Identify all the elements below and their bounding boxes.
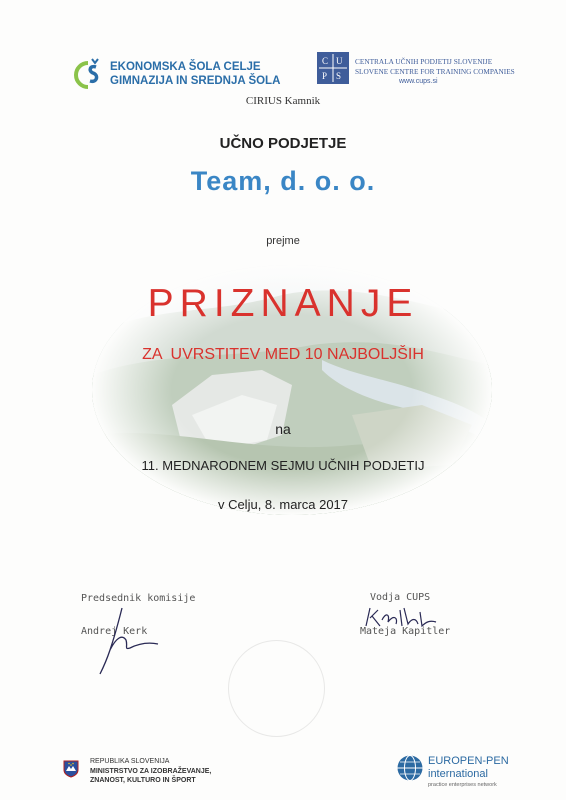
place-and-date: v Celju, 8. marca 2017 — [217, 497, 349, 512]
ministry-country: REPUBLIKA SLOVENIJA — [90, 758, 170, 765]
cups-url: www.cups.si — [399, 78, 438, 85]
ecs-logo-icon — [68, 55, 108, 95]
svg-text:S: S — [336, 71, 342, 81]
school-logo — [68, 55, 298, 95]
school-name: EKONOMSKA ŠOLA CELJE — [110, 61, 261, 73]
svg-text:C: C — [322, 56, 329, 66]
faded-stamp — [228, 640, 325, 737]
right-signatory-title: Vodja CUPS — [370, 592, 431, 603]
cirius-line: CIRIUS Kamnik — [245, 95, 321, 107]
ministry-name-line2: ZNANOST, KULTURO IN ŠPORT — [90, 777, 196, 784]
left-signatory-title: Predsednik komisije — [81, 593, 196, 604]
pen-tagline: practice enterprises network — [428, 782, 497, 788]
slovenia-coat-of-arms-icon — [63, 760, 79, 778]
svg-text:U: U — [336, 56, 343, 66]
cups-name-english: SLOVENE CENTRE FOR TRAINING COMPANIES — [355, 67, 515, 76]
left-signatory-name: Andrej Kerk — [81, 626, 148, 637]
right-handwritten-signature — [360, 602, 440, 632]
svg-text:P: P — [322, 71, 328, 81]
certificate-title: PRIZNANJE — [147, 282, 419, 325]
receives-text: prejme — [266, 235, 300, 247]
school-subtitle: GIMNAZIJA IN SREDNJA ŠOLA — [110, 75, 281, 87]
award-reason: ZA UVRSTITEV MED 10 NAJBOLJŠIH — [142, 346, 424, 363]
cups-logo-icon — [317, 52, 349, 84]
pen-international: international — [428, 768, 488, 780]
company-name: Team, d. o. o. — [190, 166, 376, 196]
right-signatory-name: Mateja Kapitler — [360, 626, 451, 637]
event-name: 11. MEDNARODNEM SEJMU UČNIH PODJETIJ — [141, 458, 425, 473]
ministry-name-line1: MINISTRSTVO ZA IZOBRAŽEVANJE, — [90, 768, 212, 775]
globe-icon — [396, 754, 424, 782]
cups-logo — [317, 52, 517, 92]
left-handwritten-signature — [92, 604, 162, 676]
category-heading: UČNO PODJETJE — [219, 135, 347, 152]
cups-name: CENTRALA UČNIH PODJETIJ SLOVENIJE — [355, 57, 493, 66]
pen-name: EUROPEN-PEN — [428, 755, 509, 767]
preposition-text: na — [275, 421, 291, 437]
